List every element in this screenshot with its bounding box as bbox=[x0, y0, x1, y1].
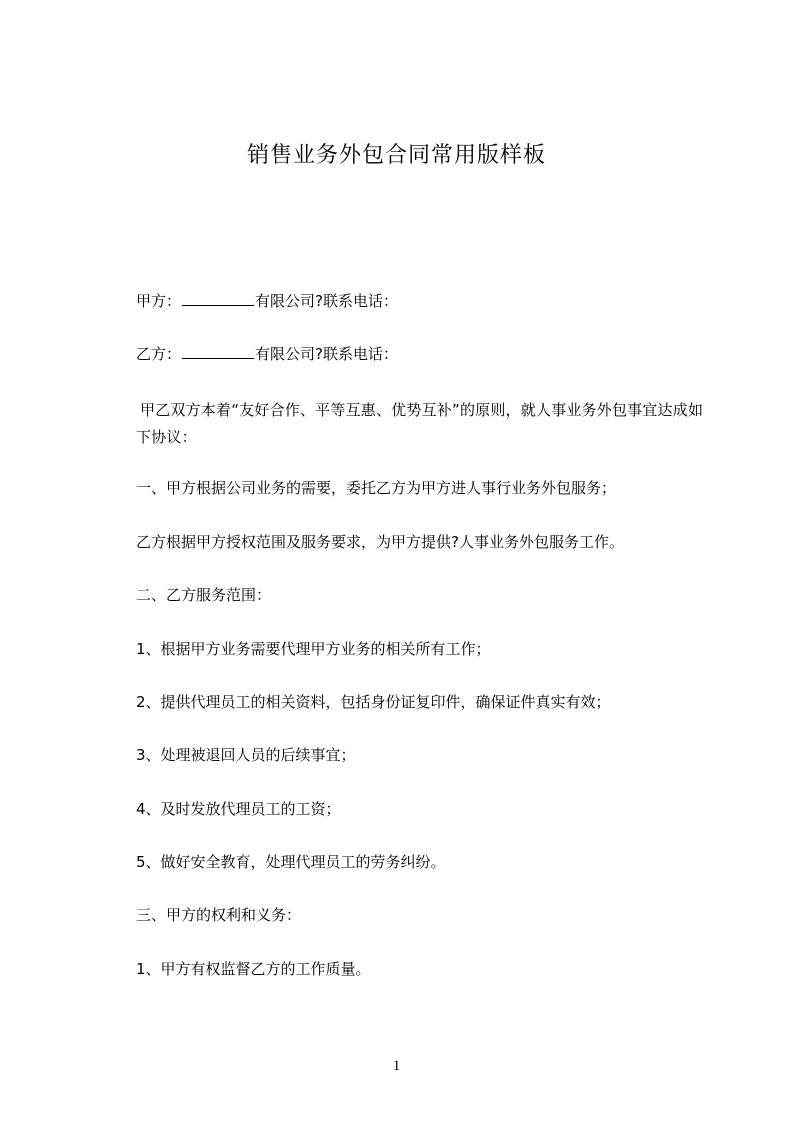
section-1-paragraph: 一、甲方根据公司业务的需要，委托乙方为甲方进人事行业务外包服务； bbox=[136, 479, 617, 497]
section-3-item-1: 1、甲方有权监督乙方的工作质量。 bbox=[136, 960, 371, 978]
party-b-line bbox=[136, 344, 398, 364]
section-2-item-4: 4、及时发放代理员工的工资； bbox=[136, 800, 341, 818]
party-b-blank bbox=[182, 344, 254, 359]
party-a-blank bbox=[182, 291, 254, 306]
party-a-label: 甲方： bbox=[136, 292, 182, 310]
section-1b-paragraph: 乙方根据甲方授权范围及服务要求，为甲方提供?人事业务外包服务工作。 bbox=[136, 533, 624, 551]
section-2-item-1: 1、根据甲方业务需要代理甲方业务的相关所有工作； bbox=[136, 640, 491, 658]
preamble-paragraph: 甲乙双方本着“友好合作、平等互惠、优势互补”的原则，就人事业务外包事宜达成如下协议： bbox=[136, 401, 704, 446]
section-2-item-5: 5、做好安全教育，处理代理员工的劳务纠纷。 bbox=[136, 853, 446, 871]
party-b-label: 乙方： bbox=[136, 345, 182, 363]
section-2-item-2: 2、提供代理员工的相关资料，包括身份证复印件，确保证件真实有效； bbox=[136, 693, 611, 711]
party-a-line bbox=[136, 291, 398, 311]
document-title: 销售业务外包合同常用版样板 bbox=[246, 143, 546, 168]
party-b-suffix: 有限公司?联系电话： bbox=[255, 345, 398, 363]
section-2-heading: 二、乙方服务范围： bbox=[136, 586, 272, 604]
section-3-heading: 三、甲方的权利和义务： bbox=[136, 906, 302, 924]
section-2-item-3: 3、处理被退回人员的后续事宜； bbox=[136, 746, 356, 764]
page-number: 1 bbox=[392, 1058, 401, 1074]
party-a-suffix: 有限公司?联系电话： bbox=[255, 292, 398, 310]
